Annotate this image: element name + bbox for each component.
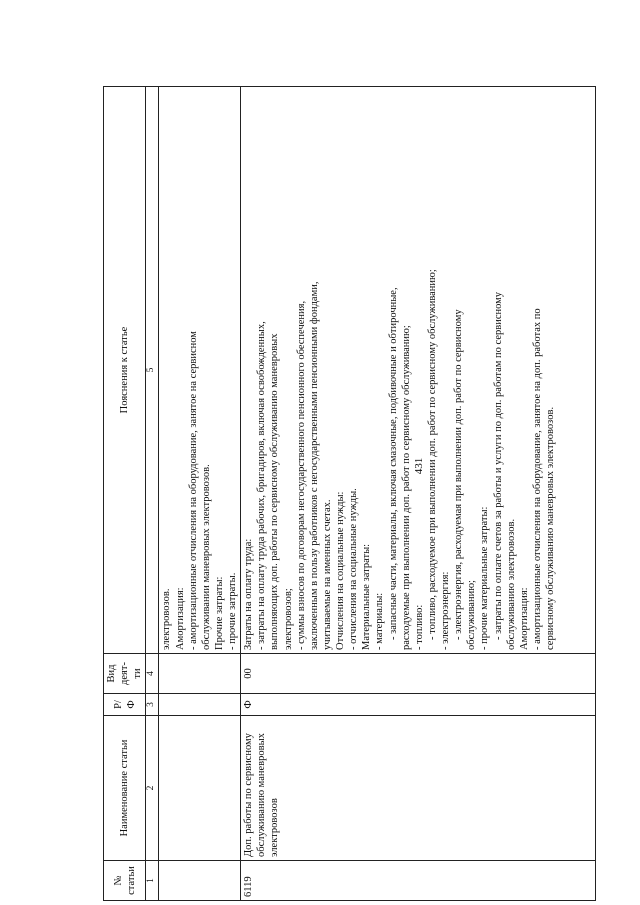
note-line: электровозов. [161,588,173,650]
table-header-row [104,87,146,901]
note-line: - материалы: [374,592,386,650]
column-number: 2 [146,716,159,861]
note-line: выполняющих доп. работы по сервисному обслуживанию маневровых [269,333,281,650]
note-line: сервисному обслуживанию маневровых электровозов. [545,406,556,650]
note-line: - отчисления на социальные нужды. [348,488,360,650]
header-activity-type: Вид деят-ти [104,654,146,694]
note-line: - прочие затраты. [227,572,238,650]
note-line: Материальные затраты: [361,543,373,650]
note-line: обслуживании маневровых электровозов. [200,464,212,650]
table-row [159,87,241,901]
expense-items-table [103,86,596,901]
header-item-number: № статьи [104,861,146,901]
note-line: обслуживанию; [466,580,478,650]
header-notes: Пояснения к статье [104,87,146,654]
note-line: Амортизация: [518,587,530,650]
column-number: 3 [146,694,159,716]
column-number-row [146,87,159,901]
row-item-name: Доп. работы по сервисному обслуживанию маневровых электровозов [241,716,596,861]
row-activity: 00 [241,654,596,694]
note-line: Амортизация: [174,587,186,650]
note-line: - затраты по оплате счетов за работы и услуги по доп. работам по сервисному [492,291,504,640]
note-line: - электроэнергия, расходуемая при выполнении доп. работ по сервисному [453,309,465,640]
column-number: 5 [146,87,159,654]
note-line: Затраты на оплату труда: [243,538,255,650]
row-rf: Ф [241,694,596,716]
note-line: - затраты на оплату труда рабочих, бригадиров, включая освобожденных, [256,321,268,650]
note-line: учитываемые на именных счетах. [321,499,333,650]
note-line: - топливо, расходуемое при выполнении доп. работ по сервисному обслуживанию; [426,269,438,640]
rotated-table-container [103,87,596,901]
header-item-name: Наименование статьи [104,716,146,861]
column-number: 4 [146,654,159,694]
row-item-name [159,716,241,861]
note-line: электровозов; [282,588,294,650]
row-activity [159,654,241,694]
row-rf [159,694,241,716]
row-notes [241,87,596,654]
row-notes [159,87,241,654]
note-line: - электроэнергия: [440,571,451,650]
header-rf: Р/ Ф [104,694,146,716]
note-line: - суммы взносов по договорам негосударственного пенсионного обеспечения, [295,300,307,650]
row-item-number: 6119 [241,861,596,901]
row-item-number [159,861,241,901]
note-line: - амортизационные отчисления на оборудование, занятое на доп. работах по [531,308,543,650]
note-line: расходуемые при выполнении доп. работ по сервисному обслуживанию; [400,325,412,650]
note-line: Отчисления на социальные нужды: [335,491,346,650]
page-number: 431 [413,457,425,475]
note-line: обслуживанию электровозов. [505,518,517,650]
note-line: заключенным в пользу работников с негосударственными пенсионными фондами, [308,281,320,650]
note-line: Прочие затраты: [213,576,225,650]
table-row [241,87,596,901]
column-number: 1 [146,861,159,901]
note-line: - запасные части, материалы, включая смазочные, подбивочные и обтирочные, [387,287,399,640]
note-line: - прочие материальные затраты: [479,506,491,650]
note-line: - амортизационные отчисления на оборудование, занятое на сервисном [187,331,199,650]
note-line: - топливо: [413,604,425,650]
